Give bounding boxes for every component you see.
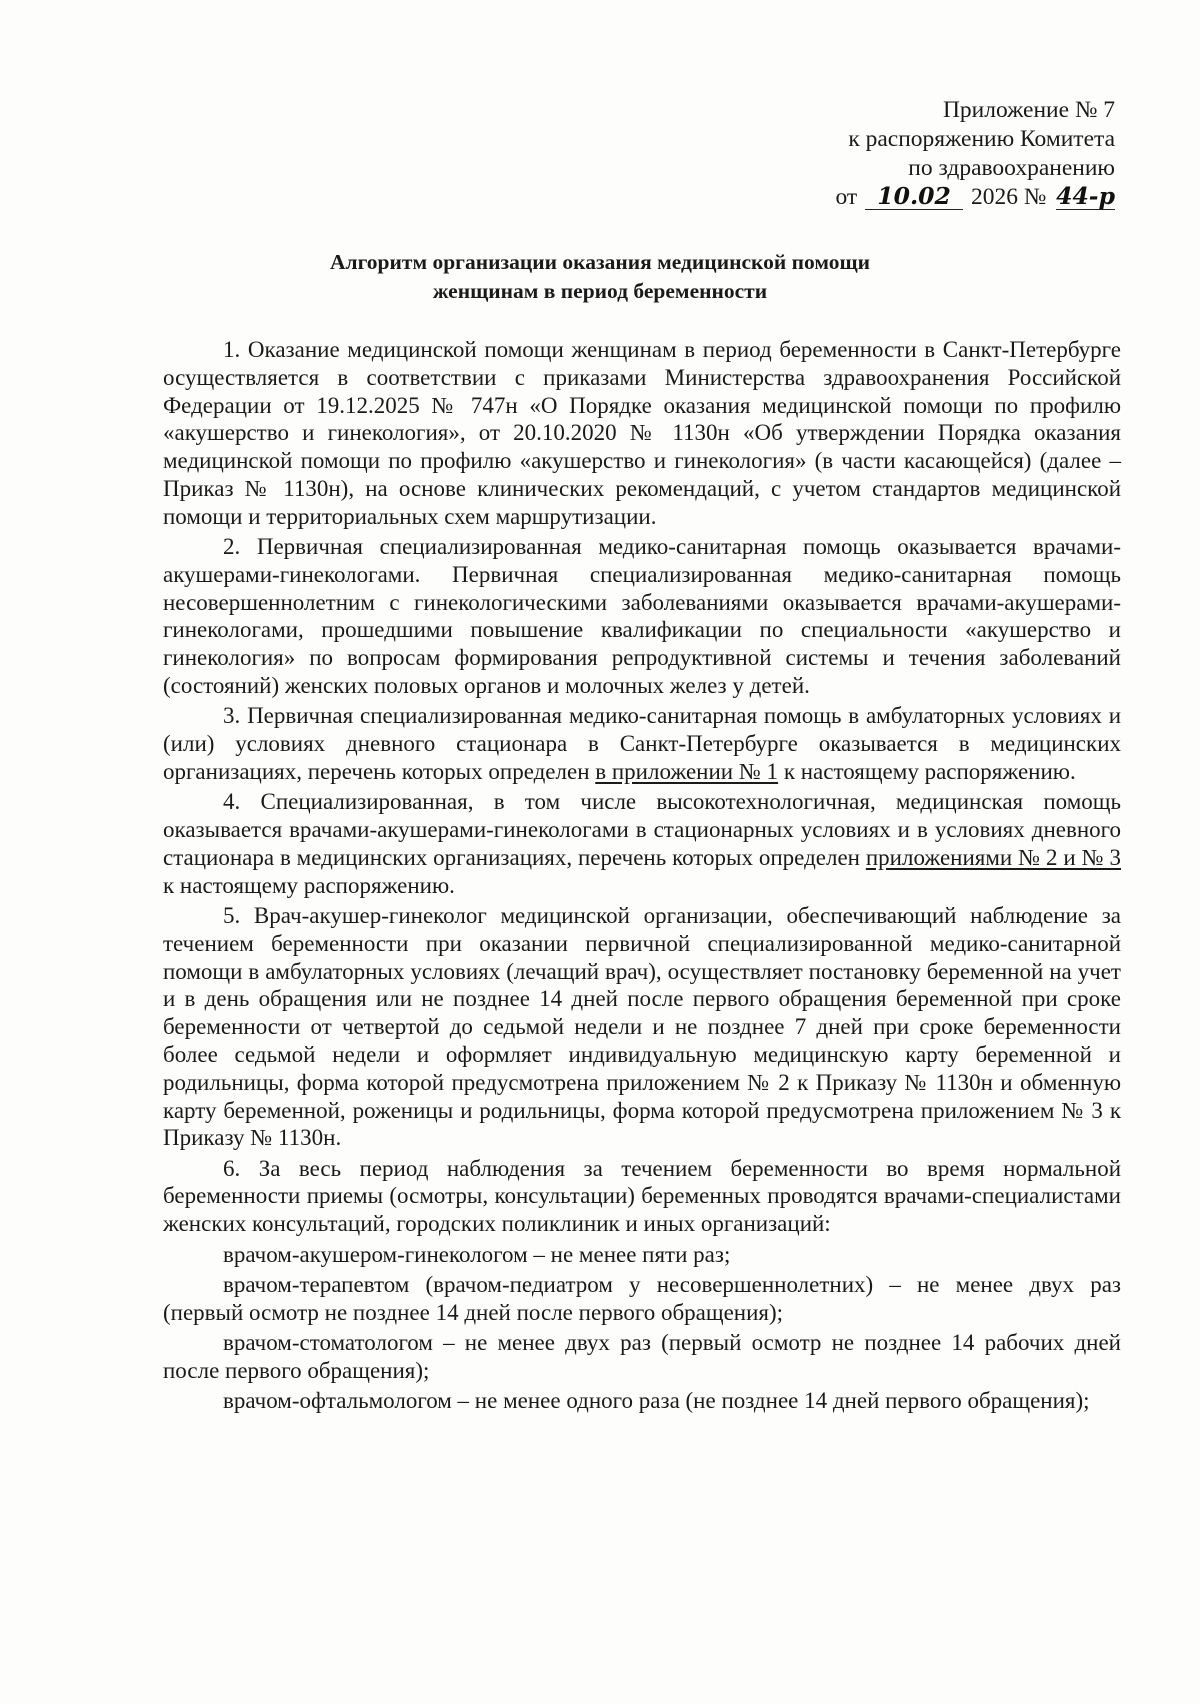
list-item-obgyn: врачом-акушером-гинекологом – не менее пяти раз;	[223, 1241, 731, 1267]
list-item-ophthalmologist: врачом-офтальмологом – не менее одного раза (не позднее 14 дней первого обращения);	[223, 1387, 1090, 1413]
appendix-committee: по здравоохранению	[908, 155, 1115, 181]
document-title	[160, 248, 1040, 306]
paragraph-6: 6. За весь период наблюдения за течением беременности во время нормальной беременности приемы (осмотры, консультации) беременных проводятся врачами-специалистами женских консультаций, городских поликлиник и иных организаций:	[163, 1155, 1121, 1237]
paragraph-5: 5. Врач-акушер-гинеколог медицинской организации, обеспечивающий наблюдение за течением беременности при оказании первичной специализированной медико-санитарной помощи в амбулаторных условиях (лечащий врач), осуществляет постановку беременной на учет и в день обращения или не позднее 14 дней после первого обращения беременной при сроке беременности от четвертой до седьмой недели и не позднее 7 дней при сроке беременности более седьмой недели и оформляет индивидуальную медицинскую карту беременной и родильницы, форма которой предусмотрена приложением № 2 к Приказу № 1130н и обменную карту беременной, роженицы и родильницы, форма которой предусмотрена приложением № 3 к Приказу № 1130н.	[163, 902, 1121, 1151]
document-body	[163, 336, 1121, 1417]
handwritten-date: 10.02	[865, 183, 963, 210]
appendix-2-3-link[interactable]: приложениями № 2 и № 3	[865, 844, 1121, 870]
appendix-number: Приложение № 7	[942, 97, 1115, 123]
appendix-header	[695, 96, 1115, 212]
paragraph-3-text: 3. Первичная специализированная медико-санитарная помощь в амбулаторных условиях и (или) условиях дневного стационара в Санкт-Петербурге оказывается в медицинских организациях, перечень которых определен	[163, 703, 1121, 784]
handwritten-number: 44-р	[1056, 182, 1115, 210]
list-item-therapist: врачом-терапевтом (врачом-педиатром у несовершеннолетних) – не менее двух раз (первый осмотр не позднее 14 дней после первого обращения);	[163, 1271, 1121, 1325]
appendix-reference: к распоряжению Комитета	[848, 126, 1115, 152]
paragraph-4-end: к настоящему распоряжению.	[163, 872, 455, 898]
title-line-1: Алгоритм организации оказания медицинской помощи	[329, 250, 871, 274]
appendix-1-link[interactable]: в приложении № 1	[595, 758, 779, 784]
list-item-dentist: врачом-стоматологом – не менее двух раз (первый осмотр не позднее 14 рабочих дней после первого обращения);	[163, 1329, 1121, 1383]
paragraph-4-text: 4. Специализированная, в том числе высокотехнологичная, медицинская помощь оказывается врачами-акушерами-гинекологами в стационарных условиях и в условиях дневного стационара в медицинских организациях, перечень которых определен	[163, 789, 1121, 870]
paragraph-3-end: к настоящему распоряжению.	[778, 758, 1076, 784]
paragraph-2: 2. Первичная специализированная медико-санитарная помощь оказывается врачами-акушерами-гинекологами. Первичная специализированная медико-санитарная помощь несовершеннолетним с гинекологическими заболеваниями оказывается врачами-акушерами-гинекологами, прошедшими повышение квалификации по специальности «акушерство и гинекология» по вопросам формирования репродуктивной системы и течения заболеваний (состояний) женских половых органов и молочных желез у детей.	[163, 534, 1121, 699]
paragraph-1: 1. Оказание медицинской помощи женщинам в период беременности в Санкт-Петербурге осуществляется в соответствии с приказами Министерства здравоохранения Российской Федерации от 19.12.2025 № 747н «О Порядке оказания медицинской помощи по профилю «акушерство и гинекология», от 20.10.2020 № 1130н «Об утверждении Порядка оказания медицинской помощи по профилю «акушерство и гинекология» (в части касающейся) (далее – Приказ № 1130н), на основе клинических рекомендаций, с учетом стандартов медицинской помощи и территориальных схем маршрутизации.	[163, 337, 1121, 529]
date-prefix: от	[835, 184, 858, 210]
appendix-date-line	[695, 183, 1115, 212]
paragraph-3	[163, 702, 1121, 785]
title-line-2: женщинам в период беременности	[432, 279, 768, 303]
date-year: 2026 №	[970, 184, 1047, 210]
paragraph-4	[163, 788, 1121, 899]
